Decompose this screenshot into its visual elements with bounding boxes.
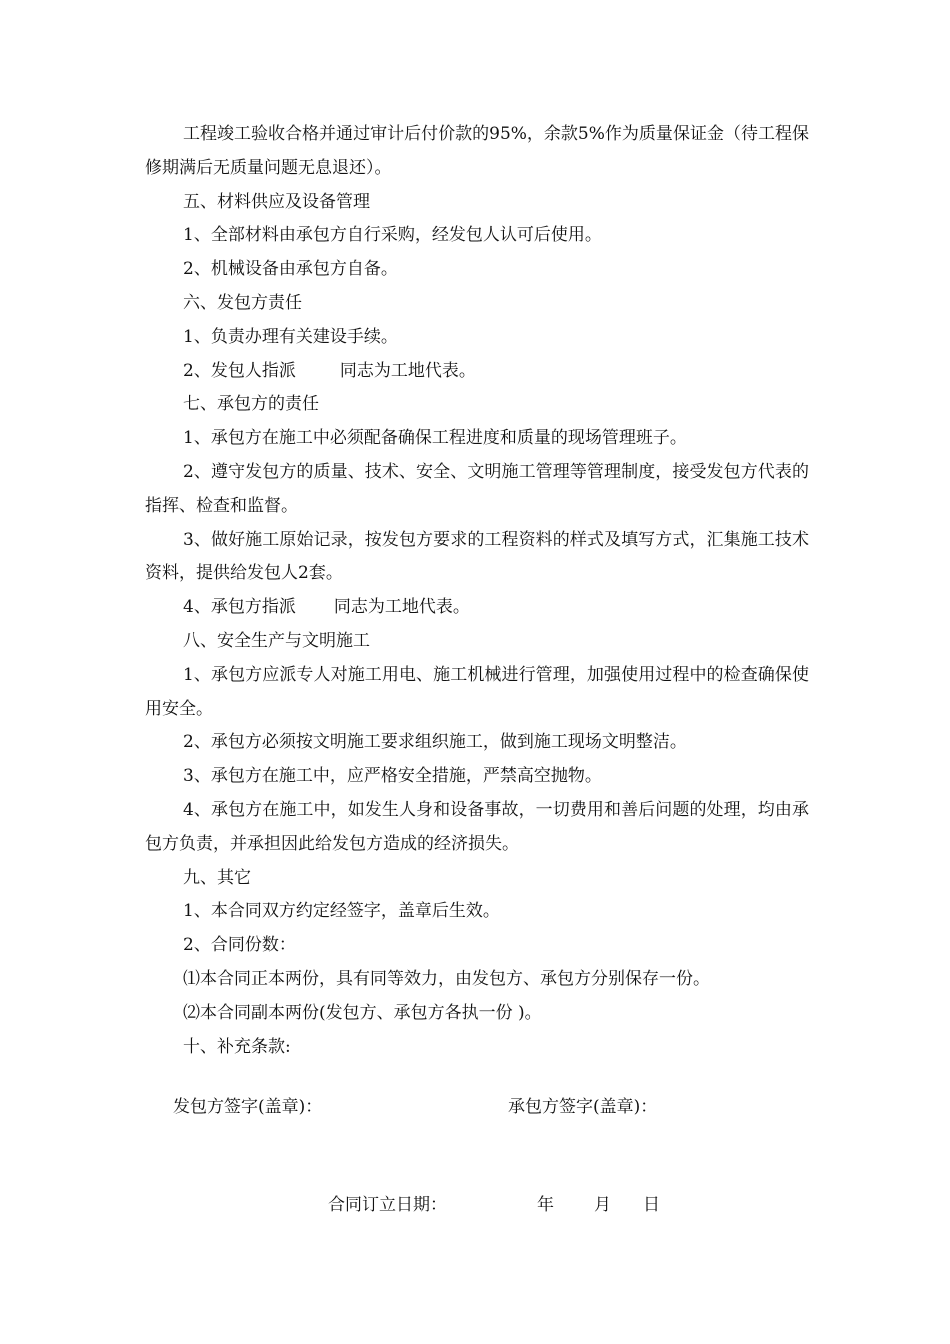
date-day-label: 日 [643, 1195, 660, 1215]
paragraph-employer-duty-1: 1、负责办理有关建设手续。 [183, 326, 398, 347]
paragraph-other-2-original: ⑴本合同正本两份，具有同等效力，由发包方、承包方分别保存一份。 [183, 968, 710, 989]
contractor-representative-prefix: 4、承包方指派 [183, 597, 296, 618]
section-heading-contractor-duties: 七、承包方的责任 [183, 394, 319, 415]
paragraph-other-2: 2、合同份数： [183, 935, 296, 956]
contractor-signature-label: 承包方签字(盖章)： [508, 1097, 658, 1117]
contract-date-row [0, 1190, 950, 1220]
contractor-representative-suffix: 同志为工地代表。 [333, 597, 470, 618]
contract-date-label: 合同订立日期： [328, 1195, 447, 1215]
paragraph-safety-2: 2、承包方必须按文明施工要求组织施工，做到施工现场文明整洁。 [183, 732, 687, 753]
section-heading-materials: 五、材料供应及设备管理 [183, 191, 370, 212]
paragraph-employer-duty-2 [145, 355, 809, 389]
section-heading-safety: 八、安全生产与文明施工 [183, 630, 370, 651]
paragraph-other-1: 1、本合同双方约定经签字，盖章后生效。 [183, 901, 500, 922]
paragraph-contractor-duty-2: 2、遵守发包方的质量、技术、安全、文明施工管理等管理制度，接受发包方代表的指挥、检查和监督。 [145, 461, 809, 516]
contract-body [145, 118, 809, 1064]
paragraph-safety-4: 4、承包方在施工中，如发生人身和设备事故，一切费用和善后问题的处理，均由承包方负责，并承担因此给发包方造成的经济损失。 [145, 799, 809, 854]
section-heading-other: 九、其它 [183, 867, 251, 888]
paragraph-materials-1: 1、全部材料由承包方自行采购，经发包人认可后使用。 [183, 225, 602, 246]
date-month-label: 月 [594, 1195, 611, 1215]
employer-representative-prefix: 2、发包人指派 [183, 360, 296, 381]
paragraph-safety-3: 3、承包方在施工中，应严格安全措施，严禁高空抛物。 [183, 766, 602, 787]
paragraph-contractor-duty-4 [145, 591, 809, 625]
signature-row [0, 1092, 950, 1122]
paragraph-safety-1: 1、承包方应派专人对施工用电、施工机械进行管理，加强使用过程中的检查确保使用安全。 [145, 664, 809, 719]
paragraph-materials-2: 2、机械设备由承包方自备。 [183, 259, 398, 280]
paragraph-payment-terms: 工程竣工验收合格并通过审计后付价款的95%，余款5%作为质量保证金（待工程保修期满后无质量问题无息退还）。 [145, 124, 809, 178]
employer-representative-suffix: 同志为工地代表。 [339, 360, 476, 381]
section-heading-employer-duties: 六、发包方责任 [183, 292, 302, 313]
paragraph-contractor-duty-3: 3、做好施工原始记录，按发包方要求的工程资料的样式及填写方式，汇集施工技术资料，提供给发包人2套。 [145, 529, 809, 584]
section-heading-supplementary: 十、补充条款: [183, 1036, 291, 1057]
employer-signature-label: 发包方签字(盖章)： [173, 1097, 323, 1117]
date-year-label: 年 [537, 1195, 554, 1215]
paragraph-other-2-copy: ⑵本合同副本两份(发包方、承包方各执一份 )。 [183, 1002, 542, 1023]
paragraph-contractor-duty-1: 1、承包方在施工中必须配备确保工程进度和质量的现场管理班子。 [183, 428, 687, 449]
